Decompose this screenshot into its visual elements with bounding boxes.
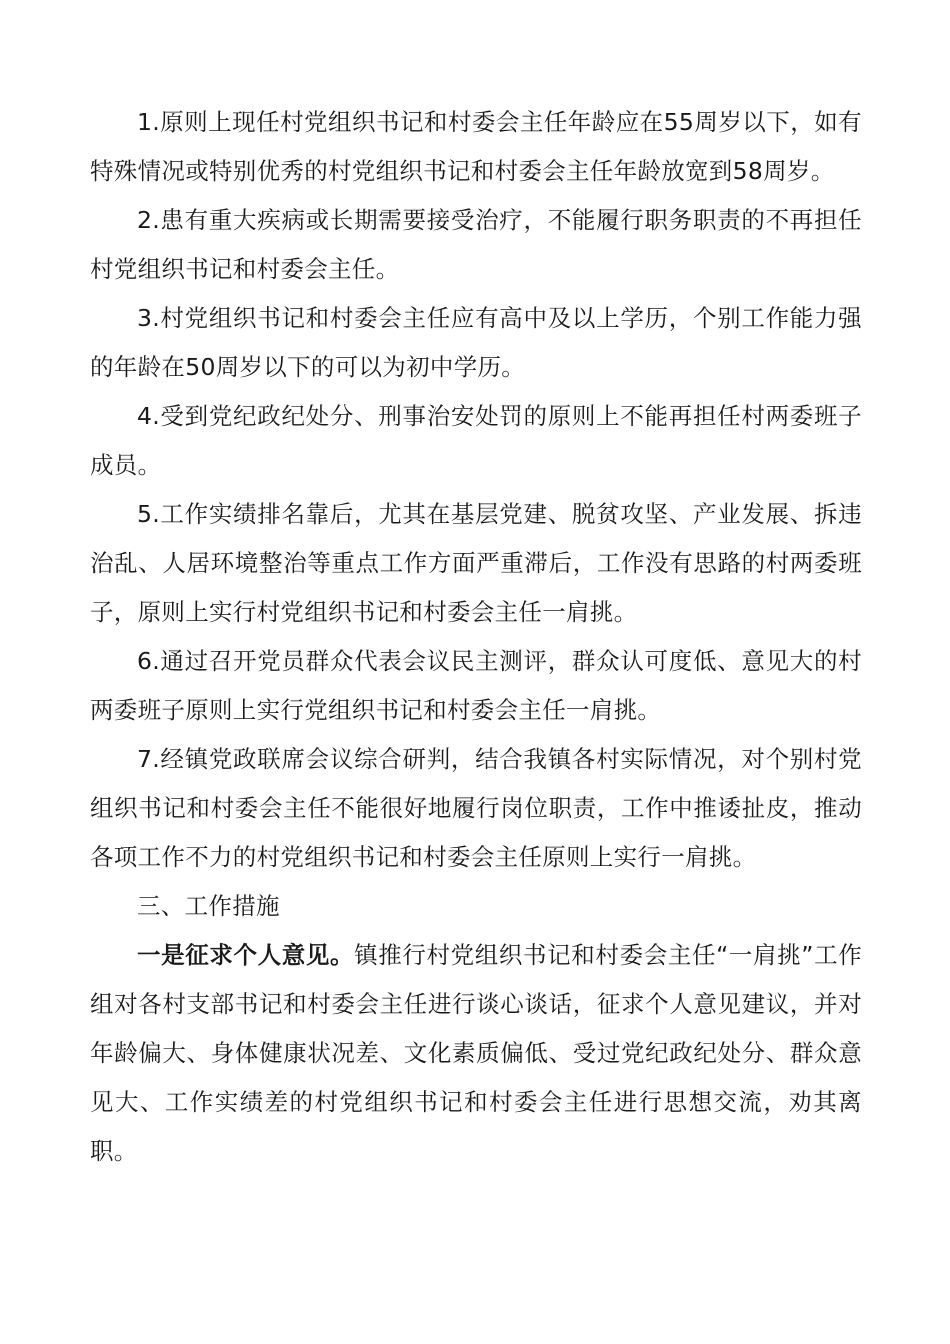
document-body <box>90 98 862 1176</box>
criterion-paragraph-1: 1.原则上现任村党组织书记和村委会主任年龄应在55周岁以下，如有特殊情况或特别优秀的村党组织书记和村委会主任年龄放宽到58周岁。 <box>90 108 862 185</box>
criterion-paragraph-6: 6.通过召开党员群众代表会议民主测评，群众认可度低、意见大的村两委班子原则上实行党组织书记和村委会主任一肩挑。 <box>90 647 862 724</box>
section-heading: 三、工作措施 <box>137 892 280 920</box>
criterion-paragraph-4: 4.受到党纪政纪处分、刑事治安处罚的原则上不能再担任村两委班子成员。 <box>90 402 862 479</box>
measure-lead: 一是征求个人意见。 <box>137 941 355 969</box>
measure-text: 镇推行村党组织书记和村委会主任“一肩挑”工作组对各村支部书记和村委会主任进行谈心谈话，征求个人意见建议，并对年龄偏大、身体健康状况差、文化素质偏低、受过党纪政纪处分、群众意见大、工作实绩差的村党组织书记和村委会主任进行思想交流，劝其离职。 <box>90 941 862 1165</box>
criterion-paragraph-5: 5.工作实绩排名靠后，尤其在基层党建、脱贫攻坚、产业发展、拆违治乱、人居环境整治等重点工作方面严重滞后，工作没有思路的村两委班子，原则上实行村党组织书记和村委会主任一肩挑。 <box>90 500 862 626</box>
criterion-paragraph-2: 2.患有重大疾病或长期需要接受治疗，不能履行职务职责的不再担任村党组织书记和村委会主任。 <box>90 206 862 283</box>
measure-paragraph-1 <box>90 931 862 1176</box>
criterion-paragraph-7: 7.经镇党政联席会议综合研判，结合我镇各村实际情况，对个别村党组织书记和村委会主任不能很好地履行岗位职责，工作中推诿扯皮，推动各项工作不力的村党组织书记和村委会主任原则上实行一肩挑。 <box>90 745 862 871</box>
criterion-paragraph-3: 3.村党组织书记和村委会主任应有高中及以上学历，个别工作能力强的年龄在50周岁以下的可以为初中学历。 <box>90 304 862 381</box>
